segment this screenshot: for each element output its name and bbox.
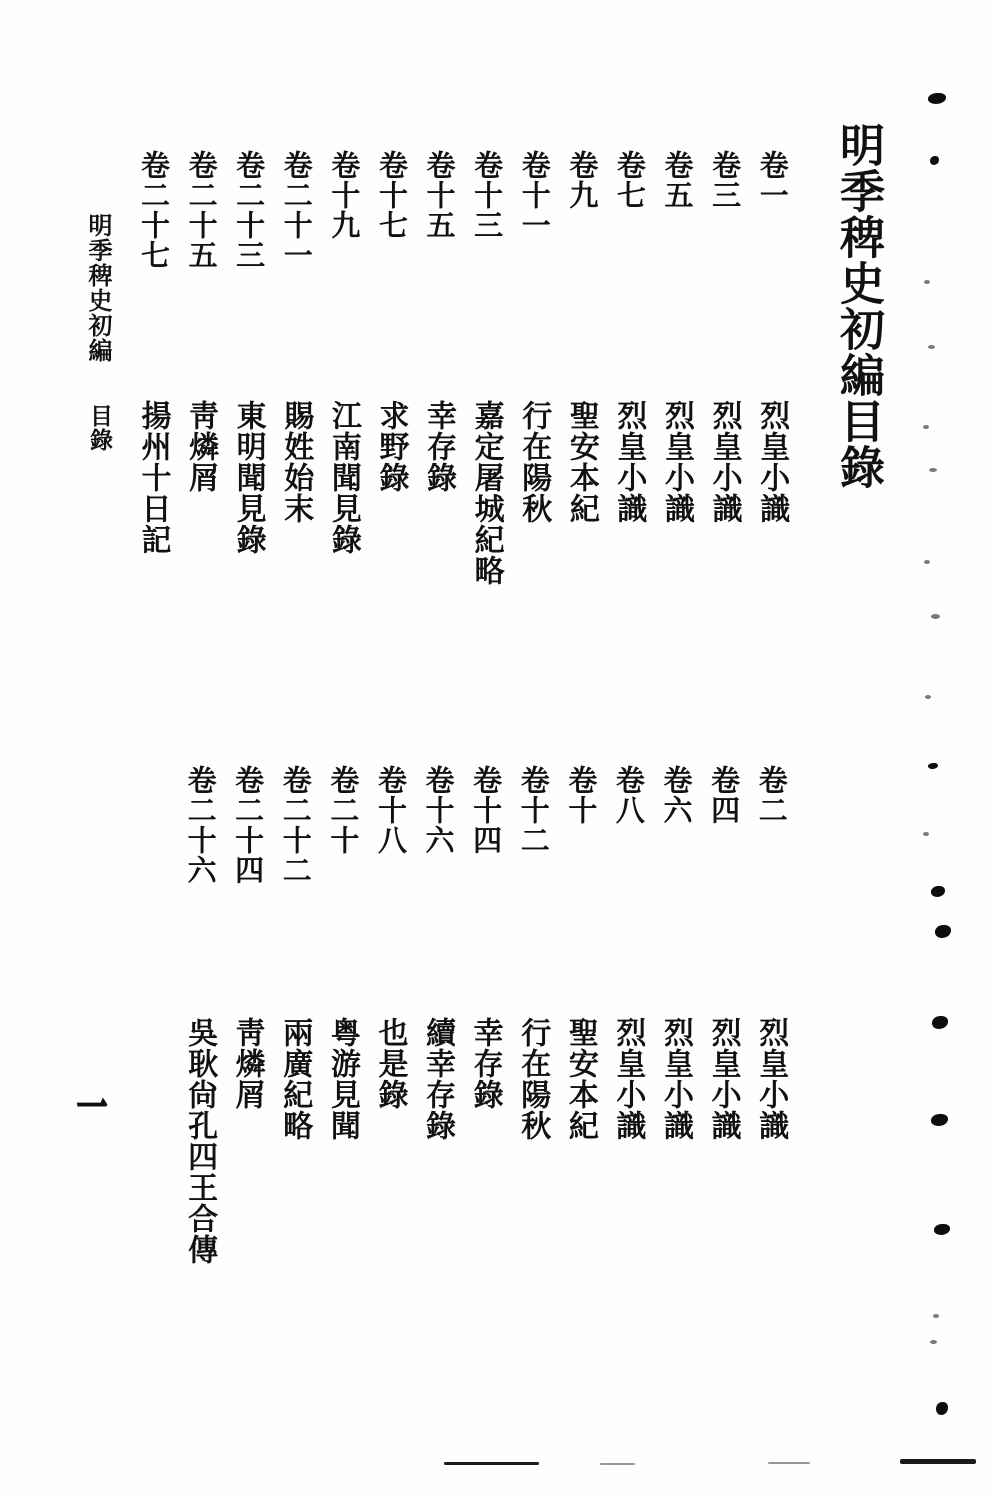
volume-label: 卷十三	[470, 150, 503, 240]
ink-speck	[931, 886, 945, 897]
toc-entry	[508, 765, 556, 1265]
toc-entry	[746, 765, 794, 1265]
toc-entry	[129, 150, 177, 610]
toc-entry	[319, 150, 367, 610]
ink-speck	[928, 763, 938, 769]
work-title: 聖安本紀	[563, 1017, 597, 1141]
bottom-rule-mark	[600, 1463, 635, 1465]
toc-entry	[604, 765, 652, 1265]
work-title: 嘉定屠城紀略	[469, 400, 503, 586]
toc-entry	[318, 765, 366, 1265]
work-title: 賜姓始末	[279, 400, 313, 524]
volume-label: 卷十一	[517, 150, 550, 240]
toc-entry	[366, 765, 414, 1265]
work-title: 烈皇小識	[660, 400, 694, 524]
volume-label: 卷二十	[326, 765, 359, 855]
volume-label: 卷二十六	[183, 765, 216, 885]
running-subtitle: 目錄	[87, 404, 112, 452]
ink-speck	[936, 1402, 948, 1415]
toc-entry	[223, 765, 271, 1265]
work-title: 粤游見聞	[325, 1017, 359, 1141]
volume-label: 卷三	[708, 150, 741, 210]
work-title: 江南聞見錄	[326, 400, 360, 555]
volume-label: 卷十七	[374, 150, 407, 240]
toc-entry	[270, 765, 318, 1265]
ink-speck	[923, 832, 929, 836]
volume-label: 卷六	[659, 765, 692, 825]
ink-speck	[933, 1314, 939, 1318]
volume-label: 卷二十三	[232, 150, 265, 270]
work-title: 烈皇小識	[659, 1017, 693, 1141]
ink-speck	[931, 1114, 948, 1126]
toc-upper-section	[129, 150, 795, 610]
toc-entry	[176, 150, 224, 610]
toc-entry	[699, 765, 747, 1265]
ink-speck	[928, 93, 946, 104]
bottom-rule-mark	[768, 1462, 810, 1464]
ink-speck	[925, 695, 931, 699]
ink-speck	[932, 1016, 948, 1029]
volume-label: 卷二十五	[184, 150, 217, 270]
work-title: 兩廣紀略	[278, 1017, 312, 1141]
running-title: 明季稗史初編	[84, 213, 110, 363]
work-title: 也是錄	[373, 1017, 407, 1110]
volume-label: 卷四	[707, 765, 740, 825]
volume-label: 卷九	[565, 150, 598, 210]
toc-entry	[747, 150, 795, 610]
toc-entry	[461, 765, 509, 1265]
volume-label: 卷二十二	[278, 765, 311, 885]
toc-entry	[700, 150, 748, 610]
toc-entry	[413, 765, 461, 1265]
volume-label: 卷一	[755, 150, 788, 210]
work-title: 烈皇小識	[706, 1017, 740, 1141]
work-title: 烈皇小識	[754, 1017, 788, 1141]
volume-label: 卷十二	[516, 765, 549, 855]
toc-entry	[509, 150, 557, 610]
work-title: 烈皇小識	[755, 400, 789, 524]
toc-entry	[271, 150, 319, 610]
page-title: 明季稗史初編目錄	[833, 122, 883, 490]
ink-speck	[930, 156, 939, 165]
ink-speck	[930, 1340, 937, 1344]
volume-label: 卷十八	[373, 765, 406, 855]
ink-speck	[928, 345, 935, 349]
toc-lower-section	[175, 765, 794, 1265]
toc-entry	[605, 150, 653, 610]
volume-label: 卷十五	[422, 150, 455, 240]
volume-label: 卷二十四	[231, 765, 264, 885]
toc-entry	[651, 765, 699, 1265]
ink-speck	[935, 925, 951, 938]
toc-entry	[556, 765, 604, 1265]
work-title: 續幸存錄	[421, 1017, 455, 1141]
toc-entry	[224, 150, 272, 610]
volume-label: 卷十九	[327, 150, 360, 240]
ink-speck	[923, 425, 929, 429]
work-title: 靑燐屑	[184, 400, 218, 493]
work-title: 東明聞見錄	[231, 400, 265, 555]
volume-label: 卷十四	[469, 765, 502, 855]
volume-label: 卷十	[564, 765, 597, 825]
work-title: 聖安本紀	[564, 400, 598, 524]
volume-label: 卷二十七	[136, 150, 169, 270]
toc-entry	[414, 150, 462, 610]
work-title: 幸存錄	[468, 1017, 502, 1110]
ink-speck	[931, 614, 940, 619]
toc-entry	[367, 150, 415, 610]
work-title: 行在陽秋	[517, 400, 551, 524]
ink-speck	[929, 468, 937, 472]
work-title: 求野錄	[374, 400, 408, 493]
ink-speck	[924, 280, 930, 284]
work-title: 烈皇小識	[707, 400, 741, 524]
volume-label: 卷二十一	[279, 150, 312, 270]
toc-entry	[462, 150, 510, 610]
volume-label: 卷五	[660, 150, 693, 210]
volume-label: 卷二	[754, 765, 787, 825]
toc-entry	[175, 765, 223, 1265]
page-number: 一	[76, 1076, 109, 1141]
work-title: 靑燐屑	[230, 1017, 264, 1110]
toc-entry	[652, 150, 700, 610]
work-title: 吳耿尙孔四王合傳	[183, 1017, 217, 1265]
volume-label: 卷八	[611, 765, 644, 825]
work-title: 烈皇小識	[611, 1017, 645, 1141]
work-title: 幸存錄	[422, 400, 456, 493]
work-title: 揚州十日記	[136, 400, 170, 555]
volume-label: 卷十六	[421, 765, 454, 855]
bottom-rule-mark	[444, 1462, 539, 1465]
work-title: 烈皇小識	[612, 400, 646, 524]
volume-label: 卷七	[612, 150, 645, 210]
ink-speck	[934, 1224, 950, 1235]
ink-speck	[924, 560, 930, 564]
work-title: 行在陽秋	[516, 1017, 550, 1141]
bottom-rule-mark	[900, 1459, 976, 1464]
toc-entry	[557, 150, 605, 610]
